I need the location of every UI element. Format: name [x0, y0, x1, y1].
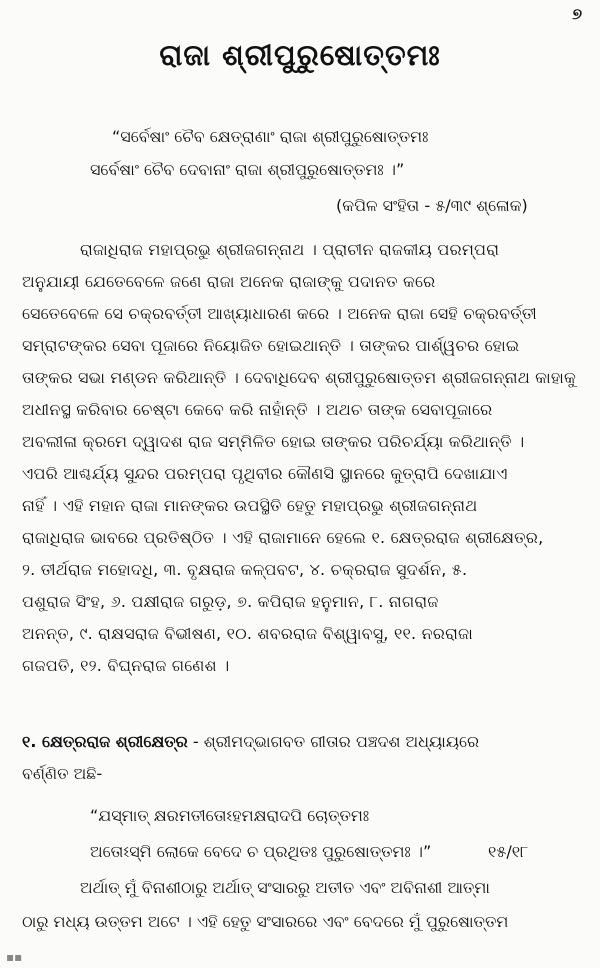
page-title: ରାଜା ଶ୍ରୀପୁରୁଷୋତ୍ତମଃ: [159, 38, 441, 72]
gita-verse-1: “ଯସ୍ମାତ୍ କ୍ଷରମତୀତୋଽହମକ୍ଷରାଦପି ଚୋତ୍ତମଃ: [90, 806, 370, 825]
paragraph-line: ଗଜପତି, ୧୨. ବିଘ୍ନରାଜ ଗଣେଶ ।: [22, 656, 230, 675]
gita-verse-reference: ୧୫/୧୮: [488, 842, 529, 861]
section-intro: - ଶ୍ରୀମଦ୍‌ଭାଗବତ ଗୀତାର ପଞ୍ଚଦଶ ଅଧ୍ୟାୟରେ: [187, 732, 480, 751]
paragraph-line: ୨. ତୀର୍ଥରାଜ ମହୋଦଧି, ୩. ବୃକ୍ଷରାଜ କଳ୍ପବଟ, ୪. ଚକ୍ରରାଜ ସୁଦର୍ଶନ, ୫.: [22, 560, 468, 579]
quote-line-2: ସର୍ବେଷାଂ ଚୈବ ଦେବାନାଂ ରାଜା ଶ୍ରୀପୁରୁଷୋତ୍ତମଃ ।”: [90, 160, 405, 179]
section-paragraph-line-2: ଠାରୁ ମଧ୍ୟ ଉତ୍ତମ ଅଟେ । ଏହି ହେତୁ ସଂସାରରେ ଏବଂ ବେଦରେ ମୁଁ ପୁରୁଷୋତ୍ତମ: [22, 912, 509, 931]
section-heading: ୧. କ୍ଷେତ୍ରରାଜ ଶ୍ରୀକ୍ଷେତ୍ର: [22, 732, 188, 751]
quote-line-1: “ସର୍ବେଷାଂ ଚୈବ କ୍ଷେତ୍ରାଣାଂ ରାଜା ଶ୍ରୀପୁରୁଷୋତ୍ତମଃ: [112, 127, 429, 146]
paragraph-line: ଅନନ୍ତ, ୯. ରାକ୍ଷସରାଜ ବିଭୀଷଣ, ୧୦. ଶବରରାଜ ବିଶ୍ୱାବସୁ, ୧୧. ନରରାଜା: [22, 624, 473, 643]
paragraph-line: ଅବଲୀଳା କ୍ରମେ ଦ୍ୱାଦଶ ରାଜ ସମ୍ମିଳିତ ହୋଇ ତାଙ୍କର ପରିଚର୍ଯ୍ୟା କରିଥାନ୍ତି ।: [22, 432, 525, 451]
paragraph-line: ତାଙ୍କର ସଭା ମଣ୍ଡନ କରିଥାନ୍ତି । ଦେବାଧିଦେବ ଶ୍ରୀପୁରୁଷୋତ୍ତମ ଶ୍ରୀଜଗନ୍ନାଥ କାହାକୁ: [22, 368, 577, 387]
paragraph-line: ସମ୍ରାଟଙ୍କର ସେବା ପୂଜାରେ ନିୟୋଜିତ ହୋଇଥାନ୍ତି । ତାଙ୍କର ପାର୍ଶ୍ୱଚର ହୋଇ: [22, 336, 520, 355]
paragraph-line: ରାଜାଧିରାଜ ଭାବରେ ପ୍ରତିଷ୍ଠିତ । ଏହି ରାଜାମାନେ ହେଲେ ୧. କ୍ଷେତ୍ରରାଜ ଶ୍ରୀକ୍ଷେତ୍ର,: [22, 528, 544, 547]
page-number: ୭: [572, 4, 582, 23]
section-heading-line: [22, 732, 479, 752]
paragraph-line: ଅନୁଯାୟୀ ଯେତେବେଳେ ଜଣେ ରାଜା ଅନେକ ରାଜାଙ୍କୁ ପଦାନତ କରେ: [22, 272, 436, 291]
paragraph-line: ଅଧୀନସ୍ଥ କରିବାର ଚେଷ୍ଟା କେବେ କରି ନାହାଁନ୍ତି । ଅଥଚ ତାଙ୍କ ସେବାପୂଜାରେ: [22, 400, 493, 419]
main-paragraph: [22, 234, 582, 682]
paragraph-line: ରାଜାଧିରାଜ ମହାପ୍ରଭୁ ଶ୍ରୀଜଗନ୍ନାଥ । ପ୍ରାଚୀନ ରାଜକୀୟ ପରମ୍ପରା: [80, 240, 500, 259]
paragraph-line: ଏପରି ଆଶ୍ଚର୍ଯ୍ୟ ସୁନ୍ଦର ପରମ୍ପରା ପୃଥିବୀର କୌଣସି ସ୍ଥାନରେ କୁତ୍ରାପି ଦେଖାଯାଏ: [22, 464, 508, 483]
paragraph-line: ପଶୁରାଜ ସିଂହ, ୬. ପକ୍ଷୀରାଜ ଗରୁଡ଼, ୭. କପିରାଜ ହନୁମାନ, ୮. ନାଗରାଜ: [22, 592, 439, 611]
paragraph-line: ସେତେବେଳେ ସେ ଚକ୍ରବର୍ତ୍ତୀ ଆଖ୍ୟାଧାରଣ କରେ । ଅନେକ ରାଜା ସେହି ଚକ୍ରବର୍ତ୍ତୀ: [22, 304, 537, 323]
quote-source: (କପିଳ ସଂହିତା - ୫/୩୯ ଶ୍ଳୋକ): [336, 196, 528, 215]
section-intro-2: ବର୍ଣ୍ଣିତ ଅଛି-: [22, 764, 103, 783]
section-paragraph-line-1: ଅର୍ଥାତ୍ ମୁଁ ବିନାଶୀଠାରୁ ଅର୍ଥାତ୍ ସଂସାରରୁ ଅତୀତ ଏବଂ ଅବିନାଶୀ ଆତ୍ମା: [80, 878, 490, 897]
page-footer-mark-icon: ▪▪: [6, 950, 23, 964]
gita-verse-2: ଅତୋଽସ୍ମି ଲୋକେ ବେଦେ ଚ ପ୍ରଥିତଃ ପୁରୁଷୋତ୍ତମଃ ।”: [90, 842, 432, 861]
paragraph-line: ନାହିଁ । ଏହି ମହାନ ରାଜା ମାନଙ୍କର ଉପସ୍ଥିତି ହେତୁ ମହାପ୍ରଭୁ ଶ୍ରୀଜଗନ୍ନାଥ: [22, 496, 478, 515]
